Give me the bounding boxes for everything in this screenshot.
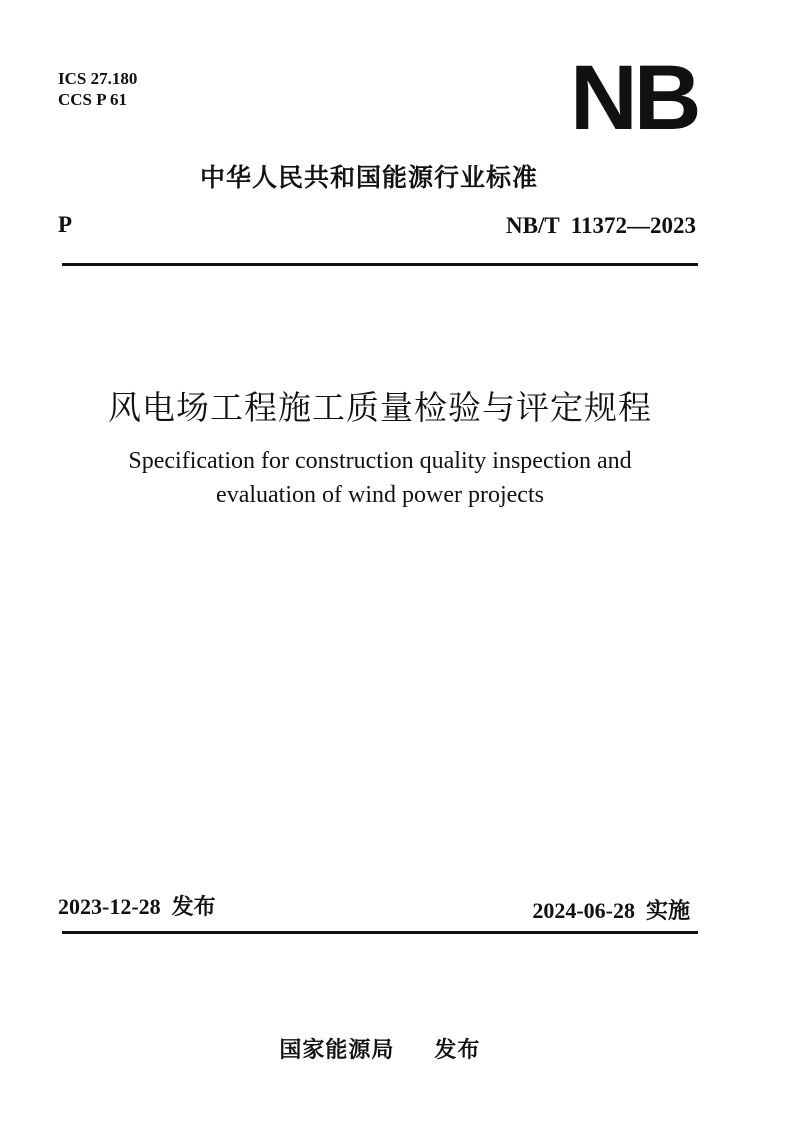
standard-number: NB/T 11372—2023 bbox=[506, 213, 696, 238]
publish-action: 发布 bbox=[434, 1038, 481, 1063]
english-title-line-2: evaluation of wind power projects bbox=[216, 482, 544, 508]
english-title-line-1: Specification for construction quality inspection and bbox=[128, 448, 632, 474]
code-block bbox=[58, 68, 137, 110]
top-divider bbox=[62, 263, 698, 266]
issue-date: 2023-12-28 发布 bbox=[58, 894, 216, 919]
nb-logo: NB bbox=[570, 47, 698, 149]
standard-type-heading: 中华人民共和国能源行业标准 bbox=[200, 163, 539, 192]
document-title-chinese: 风电场工程施工质量检验与评定规程 bbox=[108, 388, 652, 427]
classification-letter: P bbox=[58, 212, 73, 237]
ccs-code: CCS P 61 bbox=[58, 90, 127, 109]
ics-code: ICS 27.180 bbox=[58, 69, 138, 88]
implementation-date: 2024-06-28 实施 bbox=[532, 898, 690, 923]
bottom-divider bbox=[62, 931, 698, 934]
document-title-english bbox=[0, 444, 777, 512]
publisher-line bbox=[262, 1008, 480, 1064]
publisher-name: 国家能源局 bbox=[279, 1038, 395, 1063]
